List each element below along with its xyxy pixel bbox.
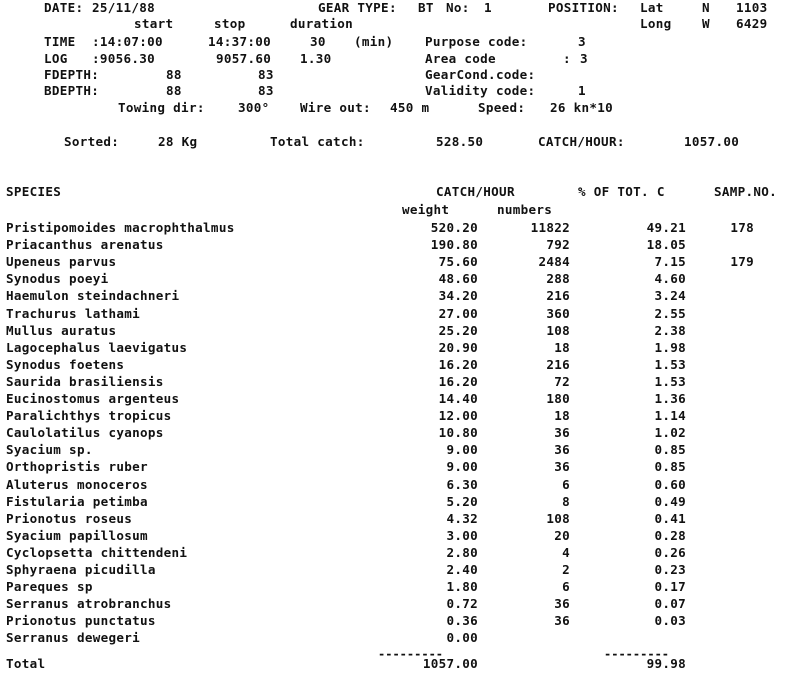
species-cell: Syacium sp.	[6, 442, 93, 457]
pct-cell: 1.53	[654, 374, 686, 389]
log-duration: 1.30	[300, 51, 332, 66]
purpose-value: 3	[578, 34, 586, 49]
long-label: Long	[640, 16, 672, 31]
numbers-cell: 4	[562, 545, 570, 560]
bdepth-stop: 83	[258, 83, 274, 98]
species-cell: Serranus atrobranchus	[6, 596, 172, 611]
weight-cell: 2.40	[446, 562, 478, 577]
pct-cell: 0.28	[654, 528, 686, 543]
catch-per-hour-value: 1057.00	[684, 134, 740, 149]
species-cell: Orthopristis ruber	[6, 459, 148, 474]
numbers-cell: 36	[554, 596, 570, 611]
long-hemisphere: W	[702, 16, 710, 31]
species-cell: Caulolatilus cyanops	[6, 425, 164, 440]
numbers-cell: 36	[554, 425, 570, 440]
numbers-cell: 36	[554, 613, 570, 628]
pct-cell: 0.26	[654, 545, 686, 560]
species-header: SPECIES	[6, 184, 62, 199]
weight-cell: 0.00	[446, 630, 478, 645]
numbers-cell: 8	[562, 494, 570, 509]
time-unit: (min)	[354, 34, 394, 49]
species-cell: Eucinostomus argenteus	[6, 391, 180, 406]
gearcond-label: GearCond.code:	[425, 67, 536, 82]
numbers-cell: 72	[554, 374, 570, 389]
numbers-cell: 2484	[538, 254, 570, 269]
lat-hemisphere: N	[702, 0, 710, 15]
validity-value: 1	[578, 83, 586, 98]
weight-cell: 20.90	[438, 340, 478, 355]
area-label: Area code	[425, 51, 496, 66]
pct-cell: 0.49	[654, 494, 686, 509]
pct-cell: 0.03	[654, 613, 686, 628]
species-cell: Synodus foetens	[6, 357, 125, 372]
col-start-header: start	[134, 16, 174, 31]
pct-total-rule: ---------	[604, 647, 670, 661]
area-separator: :	[563, 51, 571, 66]
weight-cell: 9.00	[446, 459, 478, 474]
species-cell: Cyclopsetta chittendeni	[6, 545, 188, 560]
species-cell: Haemulon steindachneri	[6, 288, 180, 303]
pct-cell: 2.38	[654, 323, 686, 338]
numbers-cell: 11822	[530, 220, 570, 235]
species-cell: Saurida brasiliensis	[6, 374, 164, 389]
weight-cell: 0.36	[446, 613, 478, 628]
weight-cell: 48.60	[438, 271, 478, 286]
long-value: 6429	[736, 16, 768, 31]
numbers-cell: 6	[562, 579, 570, 594]
pct-cell: 3.24	[654, 288, 686, 303]
numbers-header: numbers	[497, 202, 553, 217]
species-cell: Serranus dewegeri	[6, 630, 140, 645]
wire-out-label: Wire out:	[300, 100, 371, 115]
validity-label: Validity code:	[425, 83, 536, 98]
species-cell: Syacium papillosum	[6, 528, 148, 543]
numbers-cell: 216	[546, 288, 570, 303]
species-cell: Aluterus monoceros	[6, 477, 148, 492]
species-cell: Priacanthus arenatus	[6, 237, 164, 252]
wire-out-value: 450 m	[390, 100, 430, 115]
numbers-cell: 288	[546, 271, 570, 286]
pct-total-header: % OF TOT. C	[578, 184, 665, 199]
numbers-cell: 20	[554, 528, 570, 543]
weight-cell: 27.00	[438, 306, 478, 321]
position-label: POSITION:	[548, 0, 619, 15]
species-cell: Pareques sp	[6, 579, 93, 594]
speed-value: 26 kn*10	[550, 100, 614, 115]
log-label: LOG	[44, 51, 68, 66]
pct-cell: 4.60	[654, 271, 686, 286]
numbers-cell: 36	[554, 442, 570, 457]
species-cell: Lagocephalus laevigatus	[6, 340, 188, 355]
pct-cell: 0.60	[654, 477, 686, 492]
numbers-cell: 18	[554, 340, 570, 355]
bdepth-start: 88	[166, 83, 182, 98]
bdepth-label: BDEPTH:	[44, 83, 100, 98]
towing-dir-label: Towing dir:	[118, 100, 205, 115]
pct-cell: 1.14	[654, 408, 686, 423]
numbers-cell: 6	[562, 477, 570, 492]
col-duration-header: duration	[290, 16, 354, 31]
pct-cell: 18.05	[646, 237, 686, 252]
weight-cell: 16.20	[438, 374, 478, 389]
area-value: 3	[580, 51, 588, 66]
gear-type-label: GEAR TYPE:	[318, 0, 397, 15]
species-cell: Sphyraena picudilla	[6, 562, 156, 577]
time-label: TIME	[44, 34, 76, 49]
catch-hour-header: CATCH/HOUR	[436, 184, 515, 199]
weight-cell: 520.20	[430, 220, 478, 235]
date-value: 25/11/88	[92, 0, 156, 15]
pct-cell: 1.36	[654, 391, 686, 406]
species-cell: Trachurus lathami	[6, 306, 140, 321]
pct-cell: 0.07	[654, 596, 686, 611]
purpose-label: Purpose code:	[425, 34, 528, 49]
samp-no-cell: 179	[730, 254, 754, 269]
lat-label: Lat	[640, 0, 664, 15]
pct-cell: 49.21	[646, 220, 686, 235]
total-catch-value: 528.50	[436, 134, 484, 149]
weight-cell: 25.20	[438, 323, 478, 338]
weight-cell: 10.80	[438, 425, 478, 440]
weight-cell: 0.72	[446, 596, 478, 611]
weight-cell: 6.30	[446, 477, 478, 492]
sorted-value: 28 Kg	[158, 134, 198, 149]
pct-cell: 0.85	[654, 442, 686, 457]
weight-cell: 1.80	[446, 579, 478, 594]
total-pct: 99.98	[646, 656, 686, 671]
log-start: :9056.30	[92, 51, 156, 66]
weight-cell: 12.00	[438, 408, 478, 423]
weight-cell: 190.80	[430, 237, 478, 252]
pct-cell: 0.41	[654, 511, 686, 526]
catch-per-hour-label: CATCH/HOUR:	[538, 134, 625, 149]
numbers-cell: 18	[554, 408, 570, 423]
pct-cell: 0.85	[654, 459, 686, 474]
fdepth-label: FDEPTH:	[44, 67, 100, 82]
haul-no-value: 1	[484, 0, 492, 15]
weight-cell: 3.00	[446, 528, 478, 543]
time-duration: 30	[310, 34, 326, 49]
species-cell: Synodus poeyi	[6, 271, 109, 286]
weight-total-rule: ---------	[378, 647, 444, 661]
weight-cell: 2.80	[446, 545, 478, 560]
pct-cell: 0.17	[654, 579, 686, 594]
date-label: DATE:	[44, 0, 84, 15]
weight-cell: 14.40	[438, 391, 478, 406]
time-start: :14:07:00	[92, 34, 163, 49]
numbers-cell: 360	[546, 306, 570, 321]
time-stop: 14:37:00	[208, 34, 272, 49]
species-cell: Upeneus parvus	[6, 254, 117, 269]
sorted-label: Sorted:	[64, 134, 120, 149]
weight-cell: 9.00	[446, 442, 478, 457]
numbers-cell: 2	[562, 562, 570, 577]
weight-cell: 34.20	[438, 288, 478, 303]
numbers-cell: 36	[554, 459, 570, 474]
haul-no-label: No:	[446, 0, 470, 15]
gear-type-value: BT	[418, 0, 434, 15]
total-weight: 1057.00	[422, 656, 478, 671]
numbers-cell: 792	[546, 237, 570, 252]
pct-cell: 1.53	[654, 357, 686, 372]
pct-cell: 0.23	[654, 562, 686, 577]
fdepth-start: 88	[166, 67, 182, 82]
lat-value: 1103	[736, 0, 768, 15]
species-cell: Prionotus roseus	[6, 511, 133, 526]
weight-cell: 16.20	[438, 357, 478, 372]
numbers-cell: 108	[546, 511, 570, 526]
pct-cell: 1.98	[654, 340, 686, 355]
species-cell: Paralichthys tropicus	[6, 408, 172, 423]
numbers-cell: 180	[546, 391, 570, 406]
log-stop: 9057.60	[216, 51, 272, 66]
col-stop-header: stop	[214, 16, 246, 31]
numbers-cell: 216	[546, 357, 570, 372]
pct-cell: 2.55	[654, 306, 686, 321]
numbers-cell: 108	[546, 323, 570, 338]
species-cell: Mullus auratus	[6, 323, 117, 338]
species-cell: Prionotus punctatus	[6, 613, 156, 628]
pct-cell: 7.15	[654, 254, 686, 269]
species-cell: Pristipomoides macrophthalmus	[6, 220, 235, 235]
species-cell: Fistularia petimba	[6, 494, 148, 509]
speed-label: Speed:	[478, 100, 526, 115]
samp-no-header: SAMP.NO.	[714, 184, 778, 199]
weight-cell: 4.32	[446, 511, 478, 526]
fdepth-stop: 83	[258, 67, 274, 82]
total-label: Total	[6, 656, 46, 671]
weight-cell: 5.20	[446, 494, 478, 509]
total-catch-label: Total catch:	[270, 134, 365, 149]
pct-cell: 1.02	[654, 425, 686, 440]
weight-header: weight	[402, 202, 450, 217]
towing-dir-value: 300°	[238, 100, 270, 115]
samp-no-cell: 178	[730, 220, 754, 235]
weight-cell: 75.60	[438, 254, 478, 269]
